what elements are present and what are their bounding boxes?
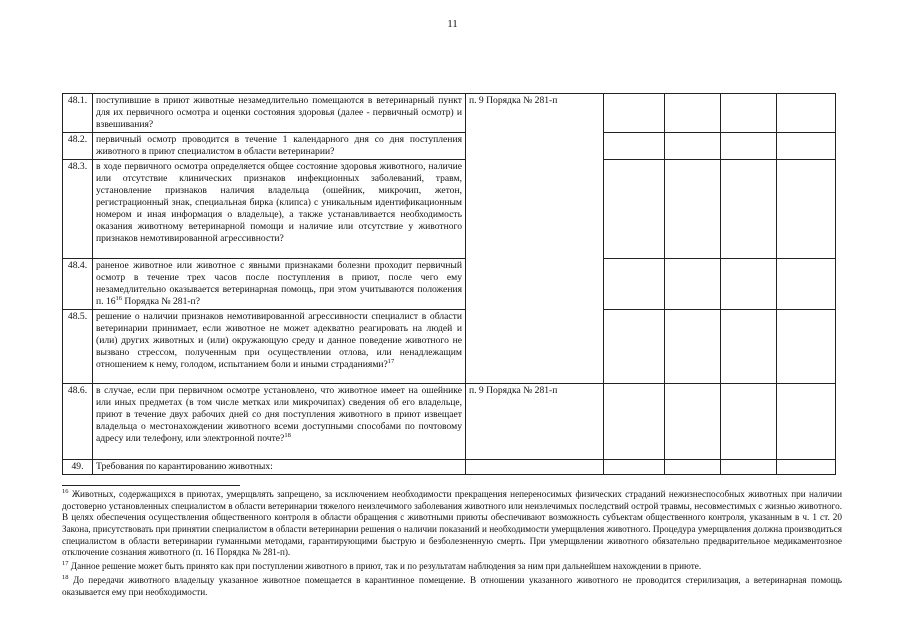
question-text: в ходе первичного осмотра определяется общее состояние здоровья животного, наличие или отсутствие клинических признаков инфекционных заболеваний, травм, установление признаков наличия владельца (ошейник, микрочип, жетон, регистрационный знак, специальная бирка (клипса) с уникальным идентификационным номером и иная информация о владельце), а также устанавливается необходимость оказания животному ветеринарной помощи и наличие или отсутствие у животного признаков немотивированной агрессивности? — [93, 159, 466, 258]
footnote-ref[interactable]: 17 — [387, 357, 395, 365]
answer-cell — [721, 383, 777, 459]
answer-cell — [721, 94, 777, 133]
answer-cell — [777, 258, 836, 309]
legal-reference: п. 9 Порядка № 281-п — [466, 94, 604, 384]
row-number: 48.4. — [63, 258, 93, 309]
answer-cell — [721, 159, 777, 258]
answer-cell — [777, 94, 836, 133]
question-text: решение о наличии признаков немотивированной агрессивности специалист в области ветеринарии принимает, если животное не может адекватно реагировать на людей и (или) других животных и (или) окружающую среду и данное поведение животного не вызвано стрессом, полученным при осуществлении отлова, или ненадлежащим отношением к нему, голодом, испытанием боли и иными страданиями?$^{17}$ — [93, 309, 466, 383]
answer-cell — [721, 258, 777, 309]
table-row — [63, 159, 836, 258]
legal-reference — [466, 459, 604, 474]
footnote-separator — [62, 485, 240, 486]
answer-cell — [777, 132, 836, 159]
answer-cell — [665, 94, 721, 133]
answer-cell — [665, 309, 721, 383]
answer-cell — [604, 459, 665, 474]
checklist-table — [62, 93, 836, 475]
answer-cell — [604, 159, 665, 258]
row-number: 48.5. — [63, 309, 93, 383]
answer-cell — [777, 459, 836, 474]
footnote-ref[interactable]: 16 — [115, 294, 123, 302]
footnote-16: $^{16}$ Животных, содержащихся в приютах, умерщвлять запрещено, за исключением необходимости прекращения непереносимых физических страданий нежизнеспособных животных при наличии достоверно установленных специалистом в области ветеринарии тяжелого неизлечимого заболевания животного или неизлечимых последствий острой травмы, несовместимых с жизнью животного. В целях обеспечения осуществления общественного контроля в области обращения с животными приюты обеспечивают возможность субъектам общественного контроля, указанным в ч. 1 ст. 20 Закона, присутствовать при принятии специалистом в области ветеринарии решения о наличии показаний и необходимости умерщвления животного. Процедура умерщвления должна производиться специалистом в области ветеринарии гуманными методами, гарантирующими быструю и безболезненную смерть. При умерщвлении животного обязательно предварительное медикаментозное отключение сознания животного (п. 16 Порядка № 281-п). — [62, 487, 842, 558]
question-text: первичный осмотр проводится в течение 1 календарного дня со дня поступления животного в приют специалистом в области ветеринарии? — [93, 132, 466, 159]
table-row — [63, 258, 836, 309]
answer-cell — [665, 459, 721, 474]
answer-cell — [721, 459, 777, 474]
answer-cell — [604, 94, 665, 133]
answer-cell — [777, 383, 836, 459]
legal-reference: п. 9 Порядка № 281-п — [466, 383, 604, 459]
question-text: поступившие в приют животные незамедлительно помещаются в ветеринарный пункт для их первичного осмотра и оценки состояния здоровья (далее - первичный осмотр) и взвешивания? — [93, 94, 466, 133]
answer-cell — [665, 383, 721, 459]
question-text: раненое животное или животное с явными признаками болезни проходит первичный осмотр в течение трех часов после поступления в приют, после чего ему незамедлительно оказывается ветеринарная помощь, при этом учитываются положения п. $16^{16}$ Порядка № 281-п? — [93, 258, 466, 309]
row-number: 48.2. — [63, 132, 93, 159]
footnote-17: $^{17}$ Данное решение может быть принято как при поступлении животного в приют, так и по результатам наблюдения за ним при дальнейшем нахождении в приюте. — [62, 560, 702, 572]
answer-cell — [604, 132, 665, 159]
answer-cell — [721, 309, 777, 383]
table-row — [63, 459, 836, 474]
answer-cell — [665, 159, 721, 258]
table-row — [63, 309, 836, 383]
answer-cell — [604, 309, 665, 383]
table-row — [63, 383, 836, 459]
answer-cell — [604, 383, 665, 459]
answer-cell — [665, 258, 721, 309]
answer-cell — [777, 159, 836, 258]
question-text: Требования по карантированию животных: — [93, 459, 466, 474]
question-text: в случае, если при первичном осмотре установлено, что животное имеет на ошейнике или иных предметах (в том числе метках или микрочипах) сведения об его владельце, приют в течение двух рабочих дней со дня поступления животного в приют извещает владельца о местонахождении животного всеми доступными способами по почтовому адресу или телефону, или электронной почте?$^{18}$ — [93, 383, 466, 459]
footnote-mark: 17 — [62, 560, 69, 568]
answer-cell — [665, 132, 721, 159]
answer-cell — [721, 132, 777, 159]
footnote-mark: 18 — [62, 573, 69, 581]
table-row — [63, 132, 836, 159]
page-number: 11 — [447, 18, 458, 30]
answer-cell — [777, 309, 836, 383]
row-number: 48.6. — [63, 383, 93, 459]
footnote-mark: 16 — [62, 487, 69, 495]
row-number: 48.3. — [63, 159, 93, 258]
table-row — [63, 94, 836, 133]
row-number: 49. — [63, 459, 93, 474]
footnotes — [62, 489, 842, 600]
row-number: 48.1. — [63, 94, 93, 133]
answer-cell — [604, 258, 665, 309]
footnote-18: $^{18}$ До передачи животного владельцу указанное животное помещается в карантинное помещение. В отношении указанного животного не проводится стерилизация, а ветеринарная помощь оказывается ему при необходимости. — [62, 573, 842, 597]
footnote-ref[interactable]: 18 — [284, 431, 291, 439]
